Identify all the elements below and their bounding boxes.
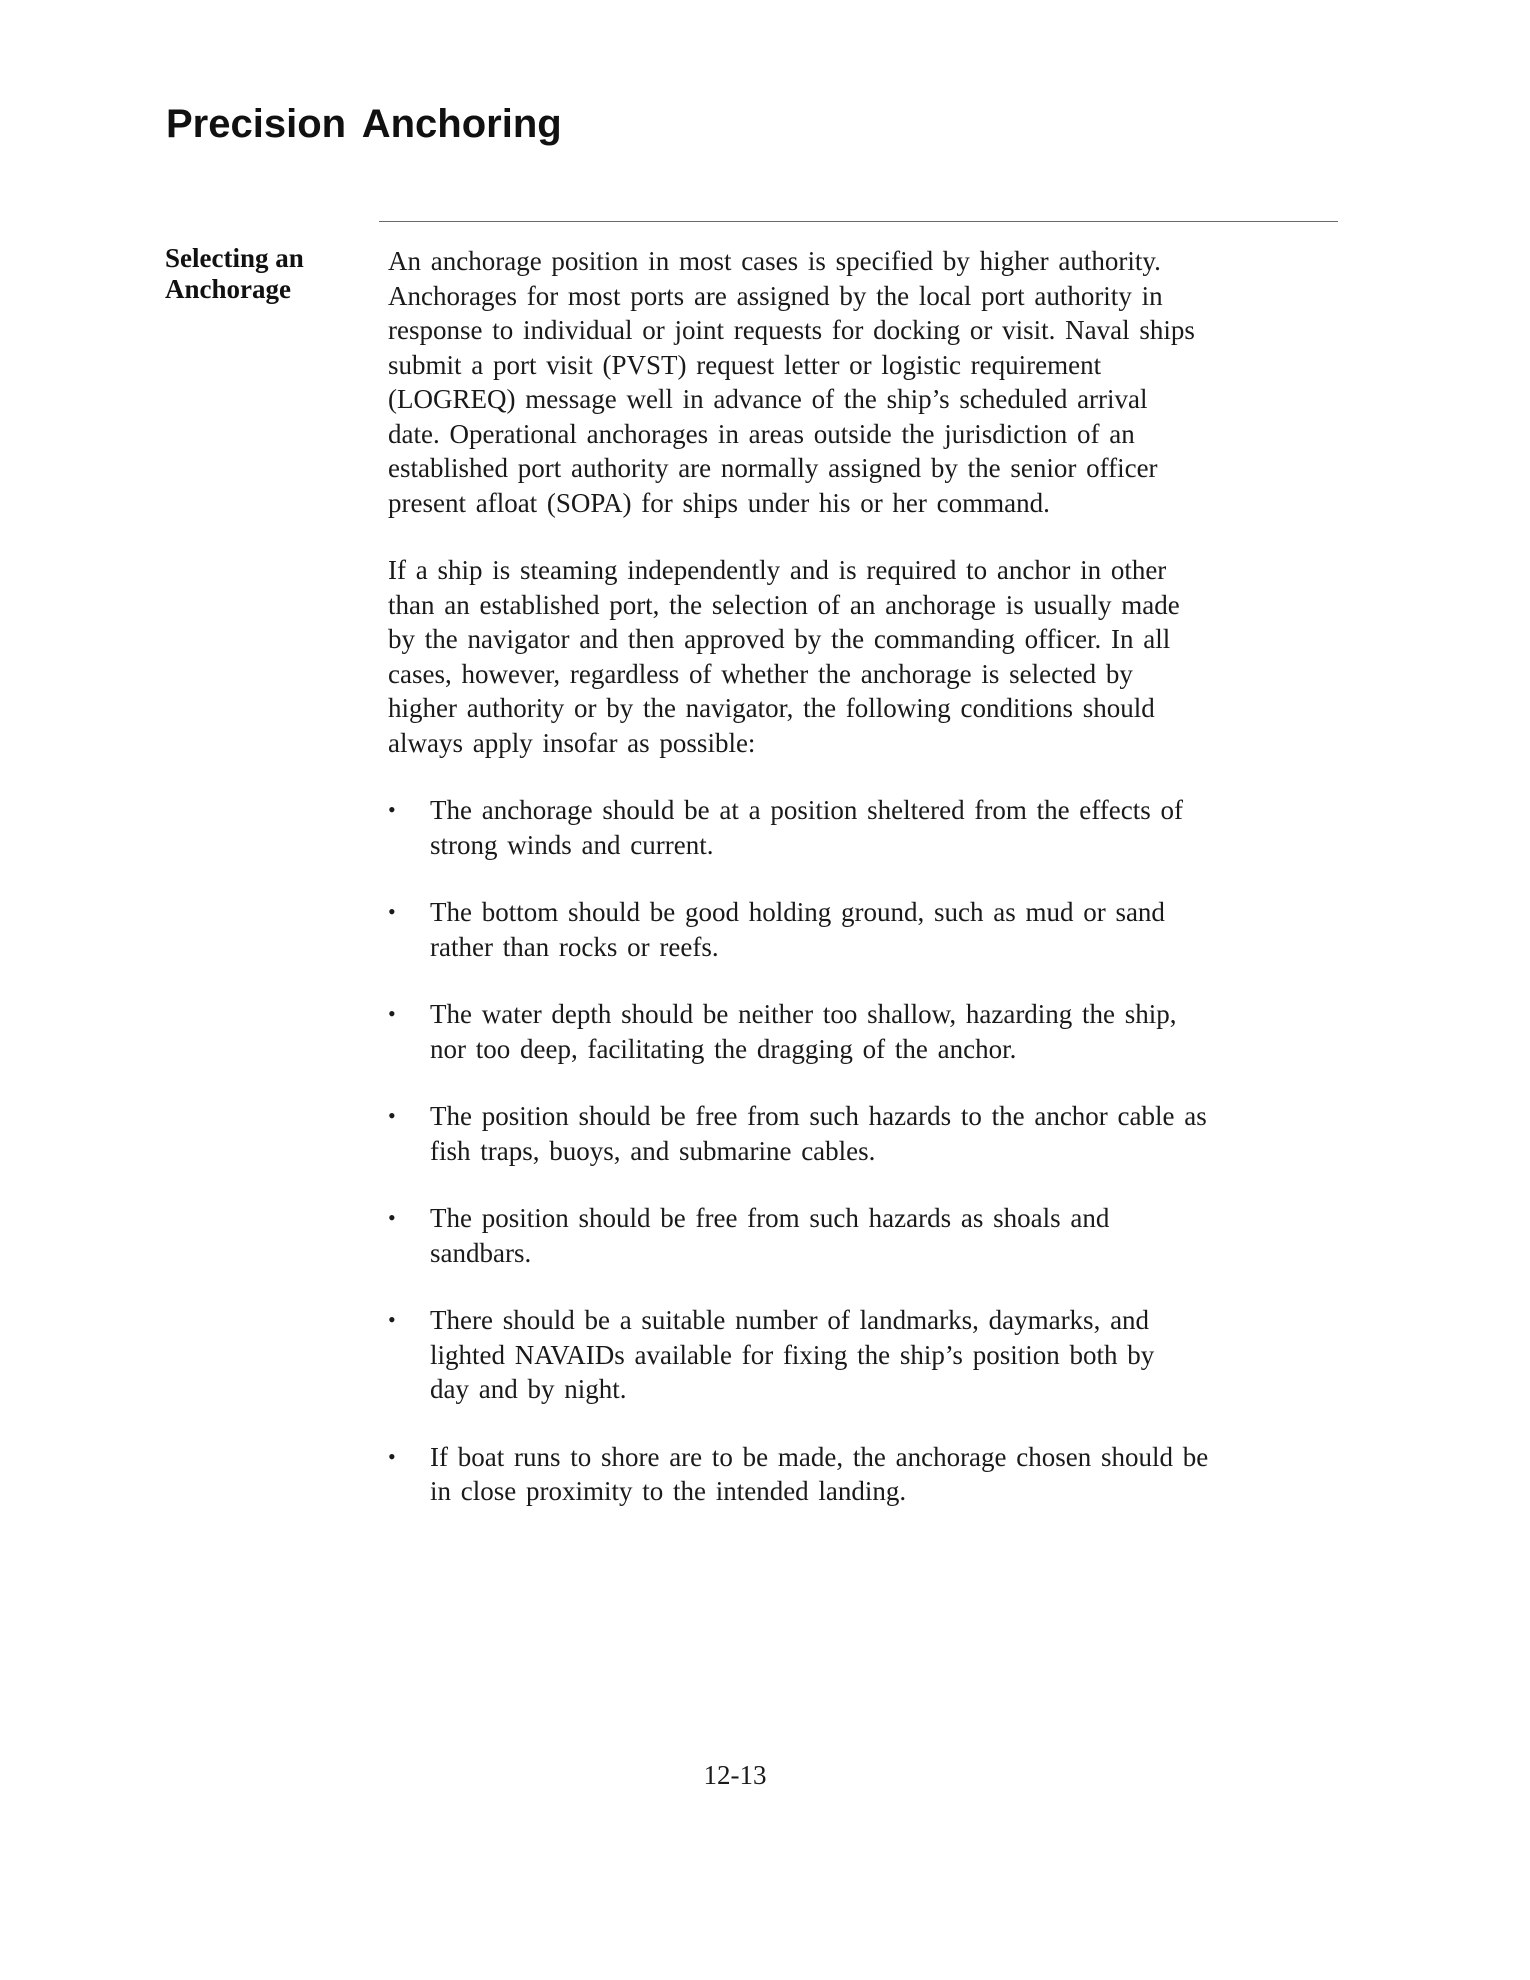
list-item xyxy=(388,1303,1318,1407)
text-line: than an established port, the selection of an anchorage is usually made xyxy=(388,589,1180,620)
text-line: If a ship is steaming independently and is required to anchor in other xyxy=(388,555,1167,585)
bullet-icon: • xyxy=(388,1443,396,1469)
list-item xyxy=(388,997,1318,1066)
text-line: The position should be free from such hazards to the anchor cable as xyxy=(430,1101,1207,1131)
text-line: established port authority are normally assigned by the senior officer xyxy=(388,453,1158,483)
text-line: strong winds and current. xyxy=(430,829,714,860)
page-number: 12-13 xyxy=(703,1760,767,1790)
list-item xyxy=(388,1440,1318,1509)
bullet-icon: • xyxy=(388,797,396,822)
section-heading-line: Anchorage xyxy=(165,274,291,304)
list-item xyxy=(388,793,1318,862)
text-line: The bottom should be good holding ground, such as mud or sand xyxy=(430,897,1165,927)
bullet-icon: • xyxy=(388,1103,396,1128)
text-line: (LOGREQ) message well in advance of the ship’s scheduled arrival xyxy=(388,384,1148,414)
anchorage-conditions-list xyxy=(388,793,1318,1509)
section-divider xyxy=(379,221,1338,222)
text-line: An anchorage position in most cases is specified by higher authority. xyxy=(388,246,1161,276)
text-line: If boat runs to shore are to be made, the anchorage chosen should be xyxy=(430,1441,1209,1472)
text-line: nor too deep, facilitating the dragging of the anchor. xyxy=(430,1033,1017,1064)
text-line: The anchorage should be at a position sheltered from the effects of xyxy=(430,795,1183,825)
list-item xyxy=(388,1099,1318,1168)
list-item xyxy=(388,1201,1318,1270)
text-line: Anchorages for most ports are assigned by the local port authority in xyxy=(388,280,1163,311)
text-line: There should be a suitable number of landmarks, daymarks, and xyxy=(430,1305,1150,1335)
text-line: cases, however, regardless of whether the anchorage is selected by xyxy=(388,658,1133,689)
text-line: present afloat (SOPA) for ships under his or her command. xyxy=(388,487,1050,518)
text-line: in close proximity to the intended landing. xyxy=(430,1476,907,1506)
section-heading-line: Selecting an xyxy=(165,243,304,273)
bullet-icon: • xyxy=(388,1001,396,1026)
text-line: submit a port visit (PVST) request letter or logistic requirement xyxy=(388,349,1102,380)
text-line: The position should be free from such hazards as shoals and xyxy=(430,1203,1110,1233)
text-line: date. Operational anchorages in areas outside the jurisdiction of an xyxy=(388,418,1135,449)
text-line: always apply insofar as possible: xyxy=(388,727,756,758)
text-line: The water depth should be neither too shallow, hazarding the ship, xyxy=(430,999,1177,1029)
bullet-icon: • xyxy=(388,899,396,924)
text-line: day and by night. xyxy=(430,1374,627,1404)
text-line: rather than rocks or reefs. xyxy=(430,931,719,962)
text-line: fish traps, buoys, and submarine cables. xyxy=(430,1135,876,1166)
body-text xyxy=(388,244,1318,1542)
paragraph-independent-steaming xyxy=(388,553,1318,760)
paragraph-anchorage-assignment xyxy=(388,244,1318,520)
bullet-icon: • xyxy=(388,1205,396,1230)
text-line: sandbars. xyxy=(430,1237,532,1268)
bullet-icon: • xyxy=(388,1307,396,1332)
text-line: response to individual or joint requests for docking or visit. Naval ships xyxy=(388,315,1195,345)
text-line: by the navigator and then approved by the commanding officer. In all xyxy=(388,624,1171,654)
page-title: Precision Anchoring xyxy=(166,102,562,146)
text-line: lighted NAVAIDs available for fixing the ship’s position both by xyxy=(430,1339,1155,1370)
text-line: higher authority or by the navigator, the following conditions should xyxy=(388,693,1155,723)
section-heading xyxy=(165,243,365,305)
list-item xyxy=(388,895,1318,964)
